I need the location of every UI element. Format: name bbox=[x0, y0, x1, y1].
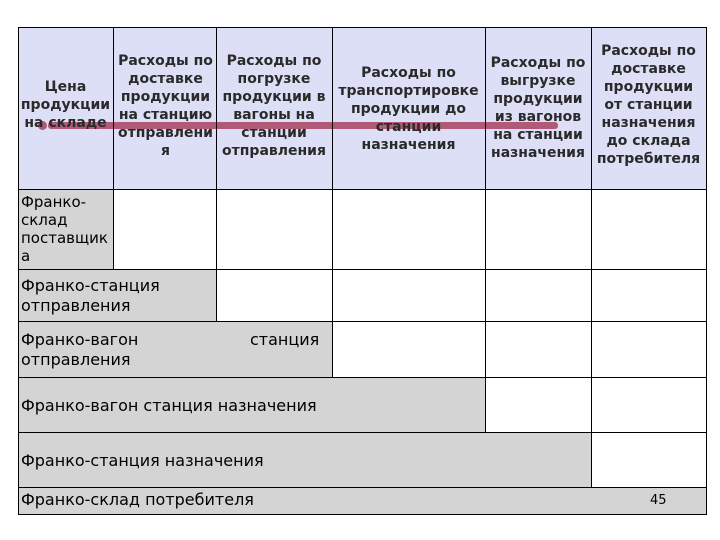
grid-line bbox=[18, 432, 707, 433]
grid-line bbox=[113, 27, 114, 269]
grid-line bbox=[485, 27, 486, 432]
col-header-delivery-to-station: Расходы по доставке продукции на станцию отправлени я bbox=[118, 53, 213, 159]
grid-line bbox=[591, 27, 592, 487]
grid-line bbox=[216, 27, 217, 321]
page-number: 45 bbox=[650, 493, 667, 508]
grid-line bbox=[18, 487, 707, 488]
row-3-extra-station: станция bbox=[250, 330, 320, 349]
grid-line bbox=[18, 189, 707, 190]
grid-line bbox=[18, 269, 707, 270]
col-header-unloading: Расходы по выгрузке продукции из вагонов на станции назначения bbox=[490, 55, 586, 161]
grid-line bbox=[18, 27, 19, 515]
row-label-supplier-warehouse: Франко- склад поставщик а bbox=[21, 193, 108, 265]
col-header-transport: Расходы по транспортировке продукции до станции назначения bbox=[338, 65, 479, 153]
row-label-departure-station: Франко-станция отправления bbox=[21, 276, 160, 315]
col-header-loading: Расходы по погрузке продукции в вагоны на станции отправления bbox=[222, 53, 326, 159]
col-header-price: Цена продукции на складе bbox=[20, 79, 111, 131]
row-label-consumer-warehouse: Франко-склад потребителя bbox=[21, 490, 254, 509]
row-label-destination-wagon: Франко-вагон станция назначения bbox=[21, 396, 317, 415]
grid-line bbox=[706, 27, 707, 515]
row-label-destination-station: Франко-станция назначения bbox=[21, 451, 264, 470]
grid-line bbox=[18, 27, 707, 28]
grid-line bbox=[18, 377, 707, 378]
grid-line bbox=[332, 27, 333, 377]
col-header-delivery-to-consumer: Расходы по доставке продукции от станции назначения до склада потребителя bbox=[596, 43, 701, 167]
grid-line bbox=[18, 321, 707, 322]
row-label-departure-wagon: Франко-вагон отправления bbox=[21, 330, 139, 369]
grid-line bbox=[18, 514, 707, 515]
